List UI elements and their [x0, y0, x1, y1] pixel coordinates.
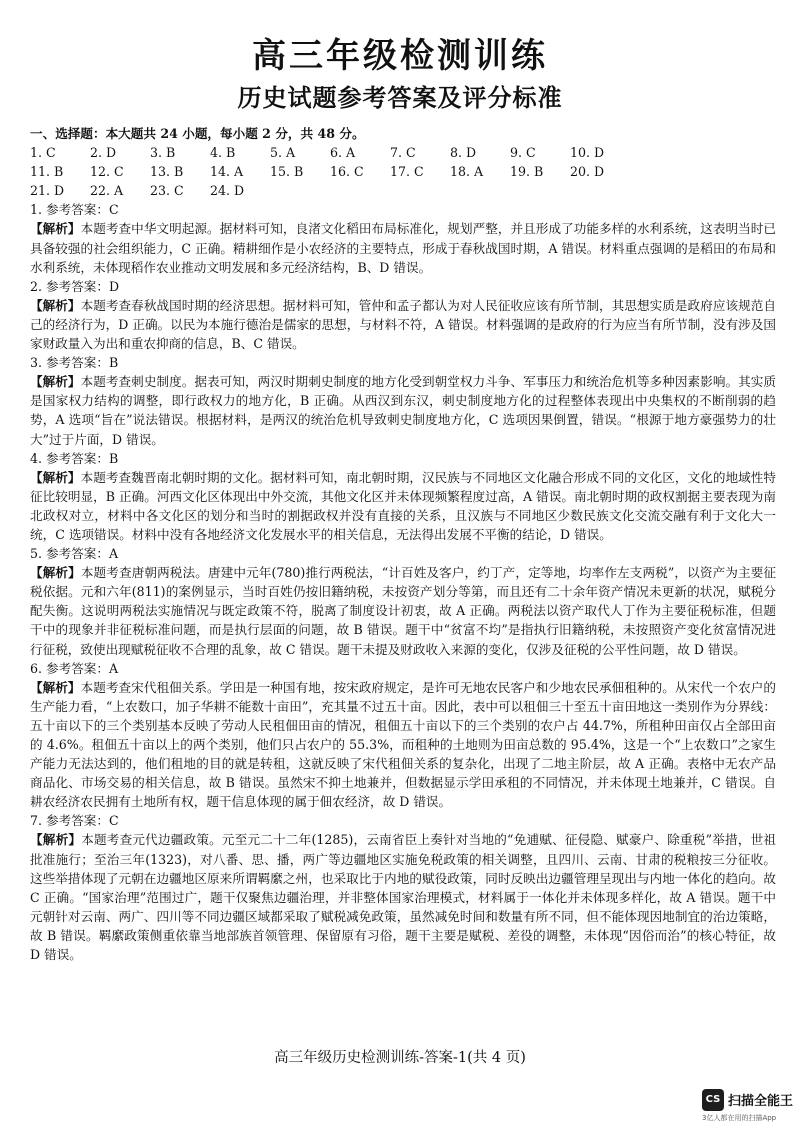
explanation-ref: 5. 参考答案：A	[30, 546, 119, 562]
analysis-body: 本题考查中华文明起源。据材料可知，良渚文化稻田布局标准化，规划严整，并且形成了功能多样的水利系统，这表明当时已具备较强的社会组织能力，C 正确。精耕细作是小农经济的主要特点，形成于春秋战国时期，A 错误。材料重点强调的是稻田的布局和水利系统，未体现稻作农业推动文明发展和多元经济结构，B、D 错误。	[30, 221, 777, 275]
answer-key: 6. A	[330, 145, 356, 161]
analysis-body: 本题考查宋代租佃关系。学田是一种国有地，按宋政府规定，是许可无地农民客户和少地农民承佃租种的。从宋代一个农户的生产能力看，“上农数口，加子华耕不能数十亩田”，充其量不过五十亩。因此，表中可以租佃三十至五十亩田地这一类别作为分界线：五十亩以下的三个类别基本反映了劳动人民租佃田亩的情况，租佃五十亩以下的三个类别的农户占 44.7%，所租种田亩仅占全部田亩的 4.6%。租佃五十亩以上的两个类别，他们只占农户的 55.3%，而租种的土地则为田亩总数的 95.4%，这是一个“上农数口”之家生产能力无法达到的，他们租地的目的就是转租，这就反映了宋代租佃关系的复杂化，出现了二地主阶层，故 A 正确。表格中无农产品商品化、市场交易的相关信息，故 B 错误。虽然宋不抑土地兼并，但数据显示学田承租的不同情况，并未体现土地兼并，C 错误。自耕农经济农民拥有土地所有权，题干信息体现的属于佃农经济，故 D 错误。	[30, 679, 777, 810]
content-body	[30, 124, 776, 964]
analysis-tag: 【解析】	[30, 679, 81, 695]
answer-key: 23. C	[150, 183, 184, 199]
analysis-tag: 【解析】	[30, 297, 81, 313]
explanation-text	[30, 372, 776, 448]
answer-key: 10. D	[570, 145, 605, 161]
analysis-body: 本题考查魏晋南北朝时期的文化。据材料可知，南北朝时期，汉民族与不同地区文化融合形成不同的文化区，文化的地域性特征比较明显，B 正确。河西文化区体现出中外交流，其他文化区并未体现频繁程度过高，A 错误。南北朝时期的政权割据主要表现为南北政权对立，材料中各文化区的划分和当时的割据政权并没有直接的关系，且汉族与不同地区少数民族文化交流交融有利于文化大一统，C 选项错误。材料中没有各地经济文化发展水平的相关信息，无法得出发展不平衡的结论，D 错误。	[30, 469, 777, 542]
answer-key: 7. C	[390, 145, 416, 161]
answer-key: 14. A	[210, 164, 244, 180]
explanation-text	[30, 468, 776, 544]
answer-key: 12. C	[90, 164, 124, 180]
watermark-name: 扫描全能王	[728, 1094, 794, 1109]
page-footer: 高三年级历史检测训练-答案-1(共 4 页)	[274, 1050, 526, 1066]
answer-key: 18. A	[450, 164, 484, 180]
answer-key: 4. B	[210, 145, 236, 161]
answer-key: 24. D	[210, 183, 245, 199]
explanation-text	[30, 563, 776, 658]
analysis-tag: 【解析】	[30, 565, 81, 581]
analysis-body: 本题考查唐朝两税法。唐建中元年(780)推行两税法，“计百姓及客户，约丁产，定等地，均率作左支两税”，以资产为主要征税依据。元和六年(811)的案例显示，当时百姓仍按旧籍纳税，未按资产划分等第，而且还有二十余年资产情况未更新的状况，赋税分配失衡。这说明两税法实施情况与既定政策不符，脱离了制度设计初衷，故 A 正确。两税法以资产取代人丁作为主要征税标准，但题干中的现象并非征税标准问题，而是执行层面的问题，故 B 错误。题干中“贫富不均”是指执行旧籍纳税，未按照资产变化贫富情况进行征税，致使出现赋税征收不合理的乱象，故 C 错误。题干未提及财政收入来源的变化，仅涉及征税的公平性问题，故 D 错误。	[30, 565, 776, 657]
answer-key: 16. C	[330, 164, 364, 180]
answer-key: 8. D	[450, 145, 477, 161]
explanation-text	[30, 296, 776, 353]
answer-key: 2. D	[90, 145, 117, 161]
answer-key: 22. A	[90, 183, 124, 199]
explanation-text	[30, 678, 776, 812]
scanner-watermark	[702, 1087, 792, 1125]
answer-key: 3. B	[150, 145, 176, 161]
camscanner-icon: CS	[702, 1089, 724, 1111]
explanation-ref: 3. 参考答案：B	[30, 355, 119, 371]
analysis-body: 本题考查刺史制度。据表可知，两汉时期刺史制度的地方化受到朝堂权力斗争、军事压力和统治危机等多种因素影响。其实质是国家权力结构的调整，即行政权力的地方化，B 正确。从西汉到东汉，刺史制度地方化的过程整体表现出中央集权的不断削弱的趋势，A 选项“旨在”说法错误。根据材料，是两汉的统治危机导致刺史制度地方化，C 选项因果倒置，错误。“根源于地方豪强势力的壮大”过于片面，D 错误。	[30, 374, 777, 447]
answer-key: 5. A	[270, 145, 296, 161]
analysis-body: 本题考查元代边疆政策。元至元二十二年(1285)，云南省臣上奏针对当地的“免逋赋、征侵隐、赋豪户、除重税”举措，世祖批准施行；至治三年(1323)，对八番、思、播，两广等边疆地区实施免税政策的相关调整，且四川、云南、甘肃的税粮按三分征收。这些举措体现了元朝在边疆地区原来所谓羁縻之州，也采取比于内地的赋役政策，同时反映出边疆管理呈现出与内地一体化的趋向。故 C 正确。“国家治理”范围过广，题干仅聚焦边疆治理，并非整体国家治理模式，材料属于一体化并未体现多样化，故 A 错误。题干中元朝针对云南、两广、四川等不同边疆区域都采取了赋税减免政策，虽然减免时间和数量有所不同，但不能体现因地制宜的治边策略，故 B 错误。羁縻政策侧重依靠当地部族首领管理、保留原有习俗，题干主要是赋税、差役的调整，未体现“因俗而治”的核心特征，故 D 错误。	[30, 832, 777, 963]
analysis-tag: 【解析】	[30, 832, 82, 848]
answer-key: 9. C	[510, 145, 536, 161]
page-subtitle: 历史试题参考答案及评分标准	[237, 84, 563, 112]
answer-key: 13. B	[150, 164, 184, 180]
answer-key: 11. B	[30, 164, 64, 180]
explanation-text	[30, 219, 776, 276]
answer-key: 15. B	[270, 164, 304, 180]
explanation-ref: 4. 参考答案：B	[30, 450, 119, 466]
answer-grid	[30, 143, 776, 200]
watermark-tagline: 3亿人都在用的扫描App	[702, 1114, 777, 1122]
answer-key: 21. D	[30, 183, 65, 199]
analysis-tag: 【解析】	[30, 469, 81, 485]
explanation-text	[30, 830, 776, 964]
answer-key: 17. C	[390, 164, 424, 180]
explanation-ref: 1. 参考答案：C	[30, 202, 119, 218]
analysis-tag: 【解析】	[30, 221, 81, 237]
explanation-ref: 6. 参考答案：A	[30, 660, 119, 676]
section-heading: 一、选择题：本大题共 24 小题，每小题 2 分，共 48 分。	[30, 126, 365, 141]
analysis-tag: 【解析】	[30, 374, 81, 390]
explanation-ref: 2. 参考答案：D	[30, 278, 120, 294]
answer-key: 19. B	[510, 164, 544, 180]
analysis-body: 本题考查春秋战国时期的经济思想。据材料可知，管仲和孟子都认为对人民征收应该有所节制，其思想实质是政府应该规范自己的经济行为，D 正确。以民为本施行德治是儒家的思想，与材料不符，A 错误。材料强调的是政府的行为应当有所节制，没有涉及国家财政量入为出和重农抑商的信息，B、C 错误。	[30, 297, 777, 352]
answer-key: 1. C	[30, 145, 56, 161]
answer-key: 20. D	[570, 164, 605, 180]
explanation-ref: 7. 参考答案：C	[30, 813, 119, 829]
page-title: 高三年级检测训练	[252, 36, 548, 76]
